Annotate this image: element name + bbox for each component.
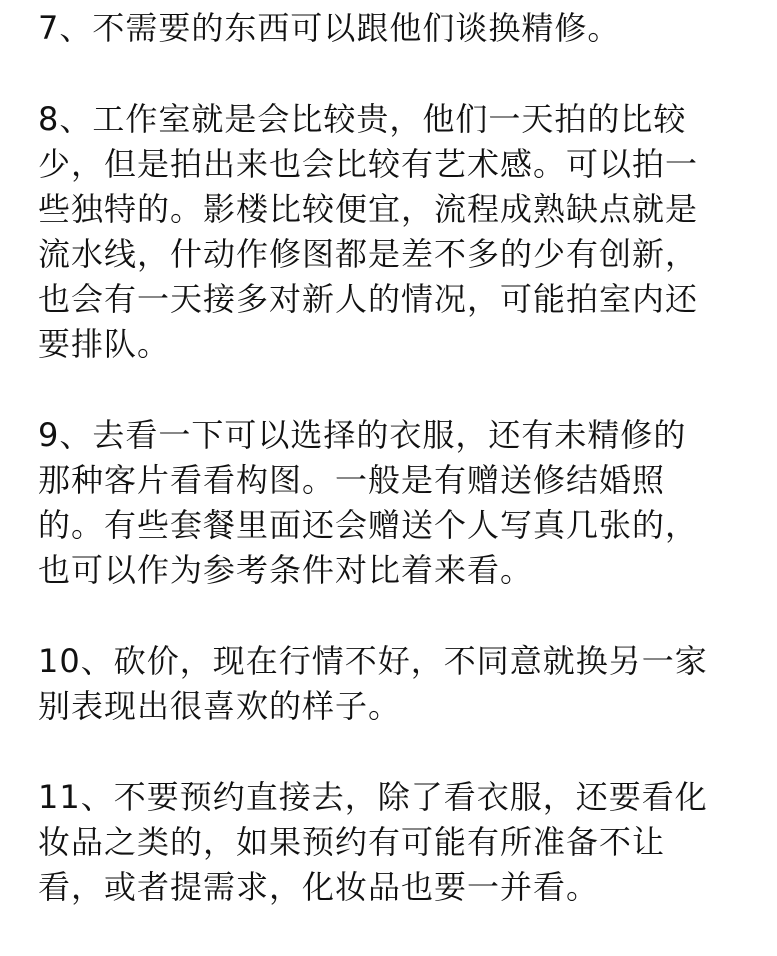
tip-9-paragraph [38, 413, 763, 593]
tip-7-paragraph [38, 6, 763, 51]
tip-10-paragraph [38, 639, 763, 729]
text-line: 7、不需要的东西可以跟他们谈换精修。 [38, 9, 621, 47]
text-line: 也可以作为参考条件对比着来看。 [38, 551, 534, 589]
text-line: 9、去看一下可以选择的衣服，还有未精修的 [38, 416, 687, 454]
text-line: 也会有一天接多对新人的情况，可能拍室内还 [38, 280, 699, 318]
text-line: 看，或者提需求，化妆品也要一并看。 [38, 868, 600, 906]
text-line: 11、不要预约直接去，除了看衣服，还要看化 [38, 778, 708, 816]
text-line: 少，但是拍出来也会比较有艺术感。可以拍一 [38, 145, 699, 183]
document-body [38, 6, 763, 956]
text-line: 8、工作室就是会比较贵，他们一天拍的比较 [38, 100, 687, 138]
text-line: 别表现出很喜欢的样子。 [38, 687, 402, 725]
tip-11-paragraph [38, 775, 763, 910]
text-line: 那种客片看看构图。一般是有赠送修结婚照 [38, 461, 666, 499]
text-line: 10、砍价，现在行情不好，不同意就换另一家 [38, 642, 708, 680]
text-line: 些独特的。影楼比较便宜，流程成熟缺点就是 [38, 190, 699, 228]
tip-8-paragraph [38, 97, 763, 367]
text-line: 妆品之类的，如果预约有可能有所准备不让 [38, 823, 666, 861]
text-line: 的。有些套餐里面还会赠送个人写真几张的， [38, 506, 699, 544]
text-line: 要排队。 [38, 325, 171, 363]
text-line: 流水线，什动作修图都是差不多的少有创新， [38, 235, 699, 273]
